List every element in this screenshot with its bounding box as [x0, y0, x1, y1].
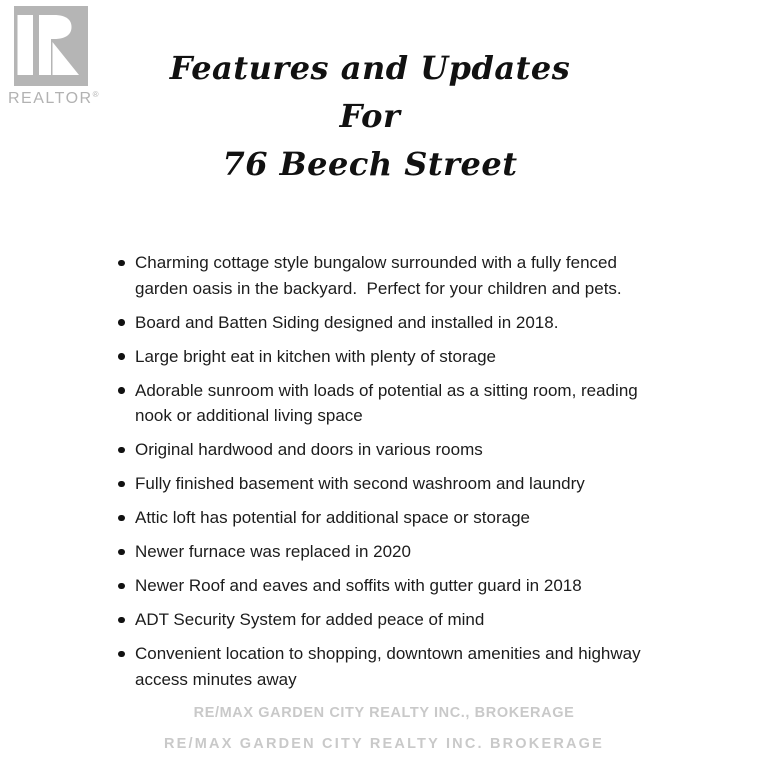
page-title: [0, 44, 740, 188]
title-line-3: 76 Beech Street: [222, 145, 518, 183]
list-item: Large bright eat in kitchen with plenty of storage: [118, 344, 656, 370]
list-item: Charming cottage style bungalow surrounded with a fully fenced garden oasis in the backyard. Perfect for your children and pets.: [118, 250, 656, 301]
list-item: Newer Roof and eaves and soffits with gutter guard in 2018: [118, 573, 656, 599]
brokerage-watermark-line-1: RE/MAX GARDEN CITY REALTY INC., BROKERAGE: [193, 705, 575, 721]
list-item: Newer furnace was replaced in 2020: [118, 539, 656, 565]
title-line-1: Features and Updates: [169, 49, 571, 87]
realtor-wordmark: REALTOR®: [8, 90, 99, 107]
list-item: Adorable sunroom with loads of potential as a sitting room, reading nook or additional living space: [118, 378, 656, 429]
list-item: ADT Security System for added peace of mind: [118, 607, 656, 633]
registered-trademark-symbol: ®: [92, 90, 99, 99]
list-item: Original hardwood and doors in various rooms: [118, 437, 656, 463]
title-line-2: For: [339, 97, 401, 135]
feature-list: [118, 250, 656, 701]
list-item: Board and Batten Siding designed and installed in 2018.: [118, 310, 656, 336]
list-item: Fully finished basement with second washroom and laundry: [118, 471, 656, 497]
brokerage-watermark-line-2: RE/MAX GARDEN CITY REALTY INC. BROKERAGE: [163, 736, 605, 752]
list-item: Convenient location to shopping, downtown amenities and highway access minutes away: [118, 641, 656, 692]
list-item: Attic loft has potential for additional space or storage: [118, 505, 656, 531]
